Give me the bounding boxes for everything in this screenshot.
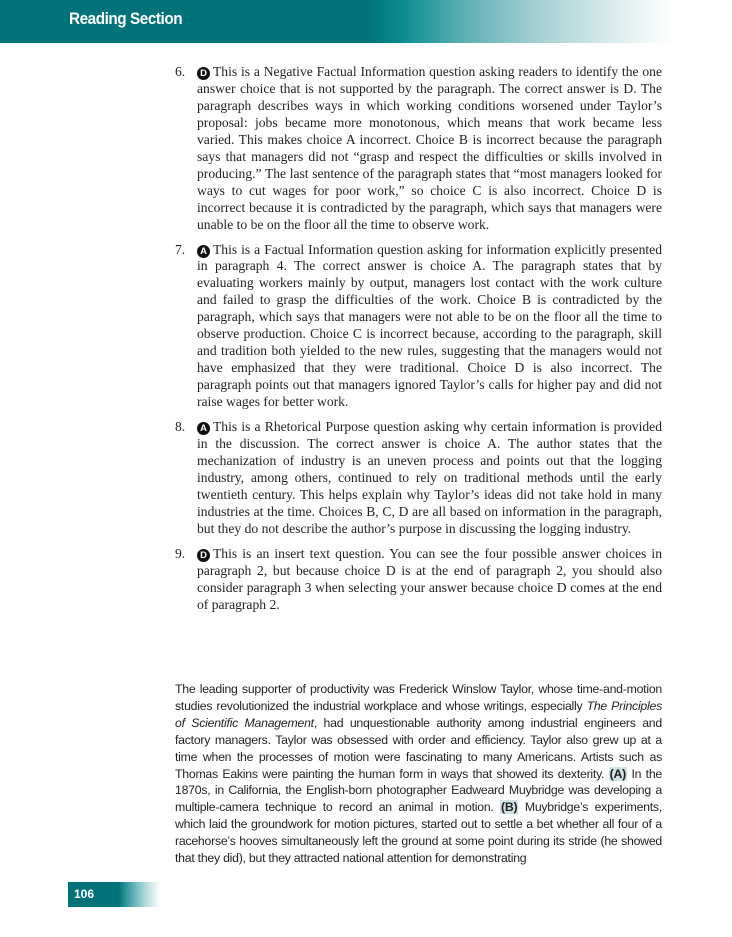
page-footer-bar	[68, 882, 160, 907]
answer-item-9	[175, 546, 662, 614]
passage-text: Muybridge’s experiments, which laid the groundwork for motion pictures, started out to settle a bet whether all four of a racehorse’s hooves simultaneously left the ground at some point during its stride (he showed that they did), but they attracted national attention for demonstrating	[175, 800, 662, 866]
answer-choice-badge-icon: A	[197, 422, 210, 435]
page-number: 106	[74, 887, 95, 901]
answer-choice-badge-icon: D	[197, 549, 210, 562]
answer-explanation-text: This is an insert text question. You can see the four possible answer choices in paragraph 2, but because choice D is at the end of paragraph 2, you should also consider paragraph 3 when selecting your answer because choice D comes at the end of paragraph 2.	[197, 545, 662, 612]
answer-explanations	[175, 64, 662, 622]
answer-item-8	[175, 419, 662, 538]
answer-choice-badge-icon: D	[197, 67, 210, 80]
section-title: Reading Section	[69, 9, 183, 28]
answer-item-7	[175, 242, 662, 412]
answer-explanation-text: This is a Rhetorical Purpose question asking why certain information is provided in the discussion. The correct answer is choice A. The author states that the mechanization of industry is an uneven process and points out that the logging industry, among others, continued to rely on traditional methods until the early twentieth century. This helps explain why Taylor’s ideas did not take hold in many industries at the time. Choices B, C, D are all based on information in the paragraph, but they do not describe the author’s purpose in discussing the logging industry.	[197, 419, 662, 536]
passage-text: , had unquestionable authority among industrial engineers and factory managers. Taylor was obsessed with order and efficiency. Taylor also grew up at a time when the processes of motion were fascinating to many Americans. Artists such as Thomas Eakins were painting the human form in ways that showed its dexterity.	[175, 715, 662, 781]
answer-number: 7.	[175, 241, 186, 257]
answer-number: 9.	[175, 545, 186, 561]
book-title: The Principles of Scientific Management	[175, 698, 662, 730]
insert-marker-a: (A)	[609, 766, 626, 781]
insert-marker-b: (B)	[501, 800, 518, 815]
answer-choice-badge-icon: A	[197, 245, 210, 258]
section-header-bar	[0, 0, 732, 43]
reading-passage	[175, 681, 662, 867]
passage-text: In the 1870s, in California, the English-born photographer Eadweard Muybridge was developing a multiple-camera technique to record an animal in motion.	[175, 766, 662, 815]
answer-number: 8.	[175, 419, 186, 435]
answer-explanation-text: This is a Factual Information question asking for information explicitly presented in paragraph 4. The correct answer is choice A. The paragraph states that by evaluating workers mainly by output, managers lost contact with the work culture and failed to grasp the difficulties of the work. Choice B is contradicted by the paragraph, which says that managers were not able to be on the floor all the time to observe production. Choice C is incorrect because, according to the paragraph, skill and tradition both yielded to the new rules, suggesting that the managers would not have emphasized that they were traditional. Choice D is also incorrect. The paragraph points out that managers ignored Taylor’s calls for higher pay and did not raise wages for better work.	[197, 241, 662, 410]
passage-text: The leading supporter of productivity was Frederick Winslow Taylor, whose time-and-motion studies revolutionized the industrial workplace and whose writings, especially	[175, 682, 662, 713]
answer-item-6	[175, 64, 662, 234]
answer-number: 6.	[175, 64, 186, 79]
answer-explanation-text: This is a Negative Factual Information question asking readers to identify the one answer choice that is not supported by the paragraph. The correct answer is D. The paragraph describes ways in which working conditions worsened under Taylor’s proposal: jobs became more monotonous, which means that work became less varied. This makes choice A incorrect. Choice B is incorrect because the paragraph says that managers did not “grasp and respect the difficulties or skills involved in producing.” The last sentence of the paragraph states that “most managers looked for ways to cut wages for poor work,” so choice C is also incorrect. Choice D is incorrect because it is contradicted by the paragraph, which says that managers were unable to be on the floor all the time to observe work.	[197, 64, 662, 232]
